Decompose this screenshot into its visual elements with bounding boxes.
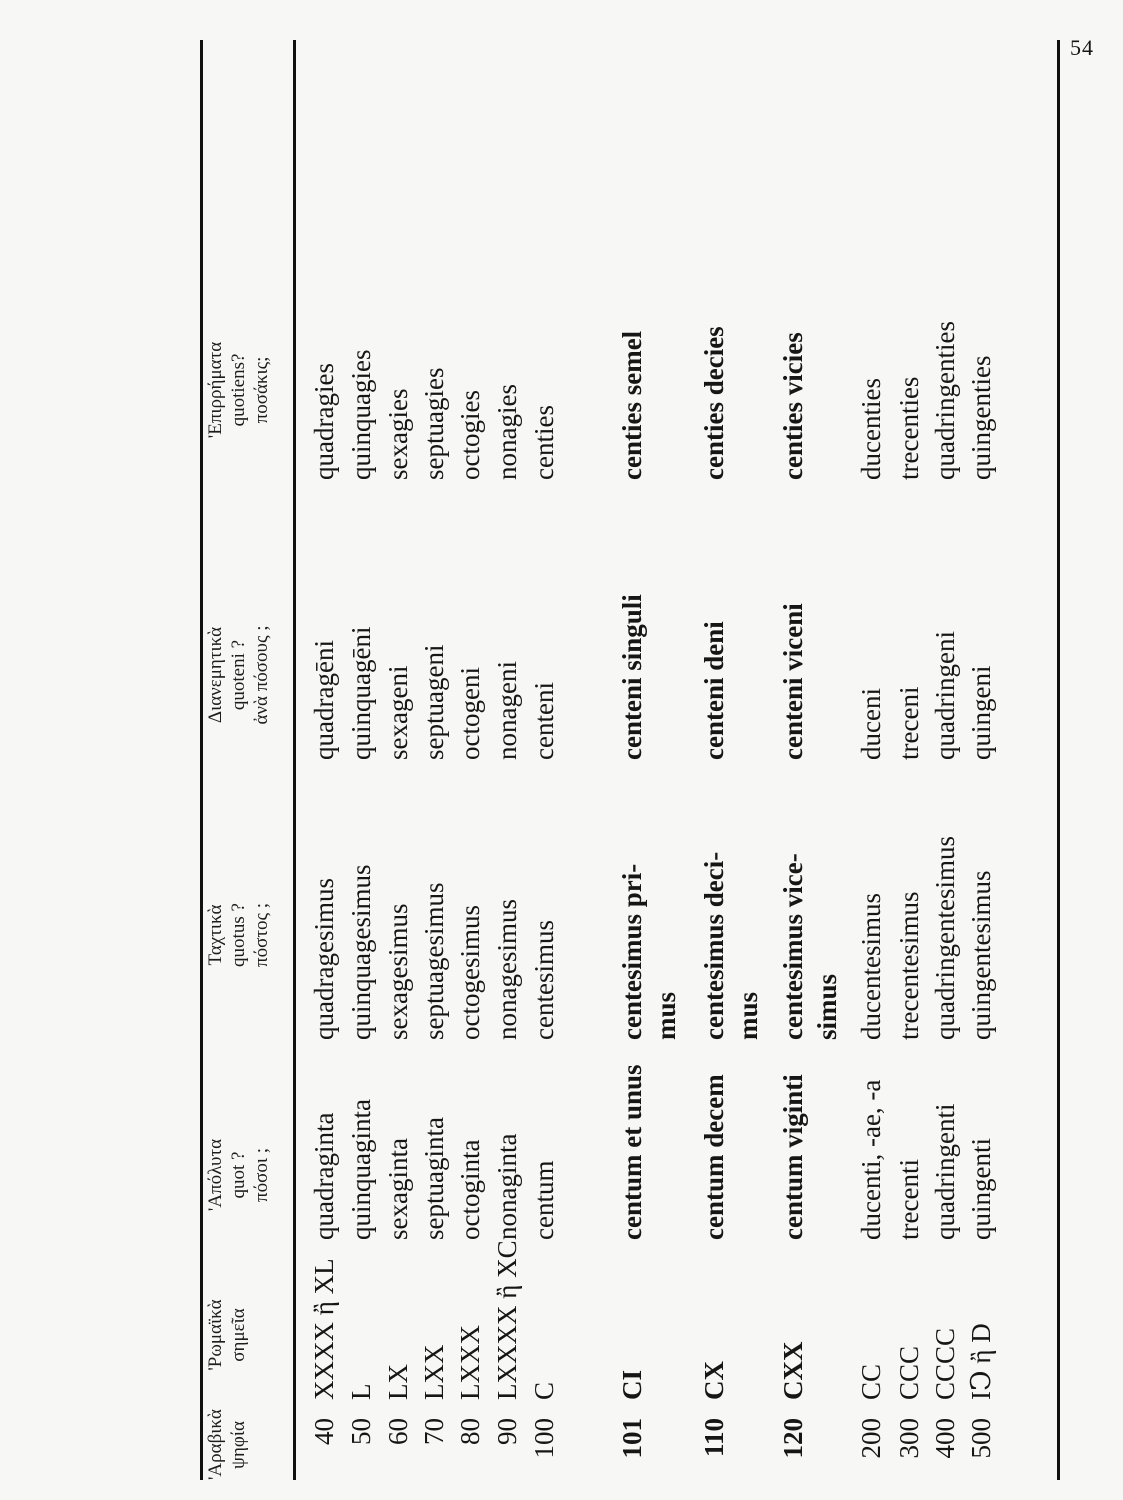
cell-arabic: 120 <box>778 1418 808 1459</box>
cell-arabic: 90 <box>492 1418 522 1445</box>
cell-ordinal: sexagesimus <box>383 903 413 1040</box>
cell-distributive: sexageni <box>383 665 413 760</box>
cell-distributive: nonageni <box>492 661 522 760</box>
header-ordinal: Ταχτικὰ quotus ? πόστος ; <box>205 902 272 968</box>
cell-adverb: nonagies <box>492 384 522 480</box>
cell-arabic: 110 <box>699 1418 729 1458</box>
cell-arabic: 50 <box>346 1418 376 1445</box>
cell-absolute: septuaginta <box>419 1117 449 1240</box>
cell-adverb: centies semel <box>617 330 647 480</box>
cell-arabic: 60 <box>383 1418 413 1445</box>
cell-ordinal: centesimus pri- <box>617 863 647 1040</box>
cell-adverb: quingenties <box>966 355 996 480</box>
cell-roman: CCCC <box>930 1327 960 1400</box>
cell-arabic: 40 <box>309 1418 339 1445</box>
cell-absolute: nonaginta <box>492 1133 522 1240</box>
cell-absolute: centum decem <box>699 1074 729 1240</box>
cell-absolute: centum <box>529 1160 559 1240</box>
cell-absolute: quingenti <box>966 1138 996 1240</box>
cell-adverb: quadragies <box>309 363 339 480</box>
cell-roman: L <box>346 1383 376 1400</box>
header-bottom-rule <box>293 40 296 1480</box>
cell-roman: LXX <box>419 1344 449 1400</box>
cell-absolute: sexaginta <box>383 1138 413 1240</box>
cell-ordinal: quingentesimus <box>966 870 996 1040</box>
numerals-table <box>200 40 1060 1480</box>
cell-distributive: quadragēni <box>309 640 339 760</box>
cell-distributive: treceni <box>894 686 924 760</box>
cell-arabic: 500 <box>966 1418 996 1459</box>
cell-adverb: quadringenties <box>930 321 960 480</box>
cell-roman: CI <box>617 1369 647 1400</box>
cell-roman: LX <box>383 1364 413 1400</box>
cell-ordinal: quadringentesimus <box>930 836 960 1040</box>
cell-distributive: centeni <box>529 682 559 760</box>
cell-ordinal: centesimus <box>529 920 559 1040</box>
cell-ordinal: centesimus vice- <box>778 853 808 1040</box>
cell-absolute: quadraginta <box>309 1112 339 1240</box>
cell-adverb: centies decies <box>699 326 729 480</box>
cell-distributive: octogeni <box>455 667 485 760</box>
cell-adverb: trecenties <box>894 376 924 480</box>
cell-adverb: ducenties <box>856 378 886 480</box>
cell-ordinal: nonagesimus <box>492 899 522 1040</box>
cell-adverb: centies vicies <box>778 332 808 480</box>
cell-adverb: quinquagies <box>346 349 376 480</box>
header-arabic: 'Αραβικὰ ψηφία <box>205 1409 249 1480</box>
cell-roman: CCC <box>894 1345 924 1400</box>
header-distributive: Διανεμητικὰ quoteni ? ἀνὰ πόσους ; <box>205 625 272 725</box>
cell-adverb: octogies <box>455 390 485 480</box>
cell-ordinal: quinquagesimus <box>346 864 376 1040</box>
cell-absolute: quinquaginta <box>346 1099 376 1240</box>
cell-adverb: septuagies <box>419 367 449 480</box>
cell-absolute: centum et unus <box>617 1064 647 1240</box>
cell-ordinal: ducentesimus <box>856 893 886 1040</box>
cell-distributive: centeni deni <box>699 621 729 760</box>
cell-roman: CC <box>856 1363 886 1400</box>
cell-arabic: 300 <box>894 1418 924 1459</box>
cell-distributive: centeni singuli <box>617 594 647 760</box>
page-number: 54 <box>1070 35 1094 60</box>
cell-distributive: septuageni <box>419 644 449 760</box>
cell-arabic: 70 <box>419 1418 449 1445</box>
cell-ordinal: mus <box>651 991 681 1040</box>
cell-ordinal: trecentesimus <box>894 891 924 1040</box>
cell-distributive: quadringeni <box>930 631 960 760</box>
cell-ordinal: quadragesimus <box>309 878 339 1040</box>
header-absolute: 'Απόλυτα quot ? πόσοι ; <box>205 1138 272 1212</box>
cell-roman: CX <box>699 1361 729 1400</box>
cell-roman: XXXX ἢ XL <box>309 1258 339 1400</box>
cell-absolute: trecenti <box>894 1159 924 1240</box>
cell-distributive: quinquagēni <box>346 626 376 760</box>
cell-ordinal: centesimus deci- <box>699 851 729 1040</box>
cell-arabic: 200 <box>856 1418 886 1459</box>
cell-ordinal: simus <box>812 973 842 1040</box>
table-top-rule <box>200 40 203 1480</box>
cell-ordinal: mus <box>733 991 763 1040</box>
header-adverb: 'Επιρρήματα quotiens? ποσάκις; <box>205 341 272 439</box>
cell-arabic: 400 <box>930 1418 960 1459</box>
cell-adverb: centies <box>529 405 559 480</box>
cell-arabic: 80 <box>455 1418 485 1445</box>
cell-absolute: centum viginti <box>778 1074 808 1240</box>
cell-absolute: ducenti, -ae, -a <box>856 1079 886 1240</box>
cell-ordinal: octogesimus <box>455 905 485 1040</box>
cell-roman: LXXX <box>455 1325 485 1400</box>
cell-distributive: centeni viceni <box>778 603 808 760</box>
cell-arabic: 100 <box>529 1418 559 1459</box>
cell-ordinal: septuagesimus <box>419 882 449 1040</box>
cell-adverb: sexagies <box>383 388 413 480</box>
cell-absolute: octoginta <box>455 1139 485 1240</box>
cell-roman: LXXXX ἢ XC <box>492 1240 522 1400</box>
table-bottom-rule <box>1057 40 1060 1480</box>
cell-distributive: duceni <box>856 688 886 760</box>
cell-arabic: 101 <box>617 1418 647 1459</box>
cell-roman: CXX <box>778 1341 808 1400</box>
header-roman: 'Ρωμαϊκὰ σημεῖα <box>205 1299 249 1371</box>
cell-roman: IↃ ἢ D <box>966 1323 996 1400</box>
cell-absolute: quadringenti <box>930 1103 960 1240</box>
cell-roman: C <box>529 1381 559 1400</box>
cell-distributive: quingeni <box>966 665 996 760</box>
